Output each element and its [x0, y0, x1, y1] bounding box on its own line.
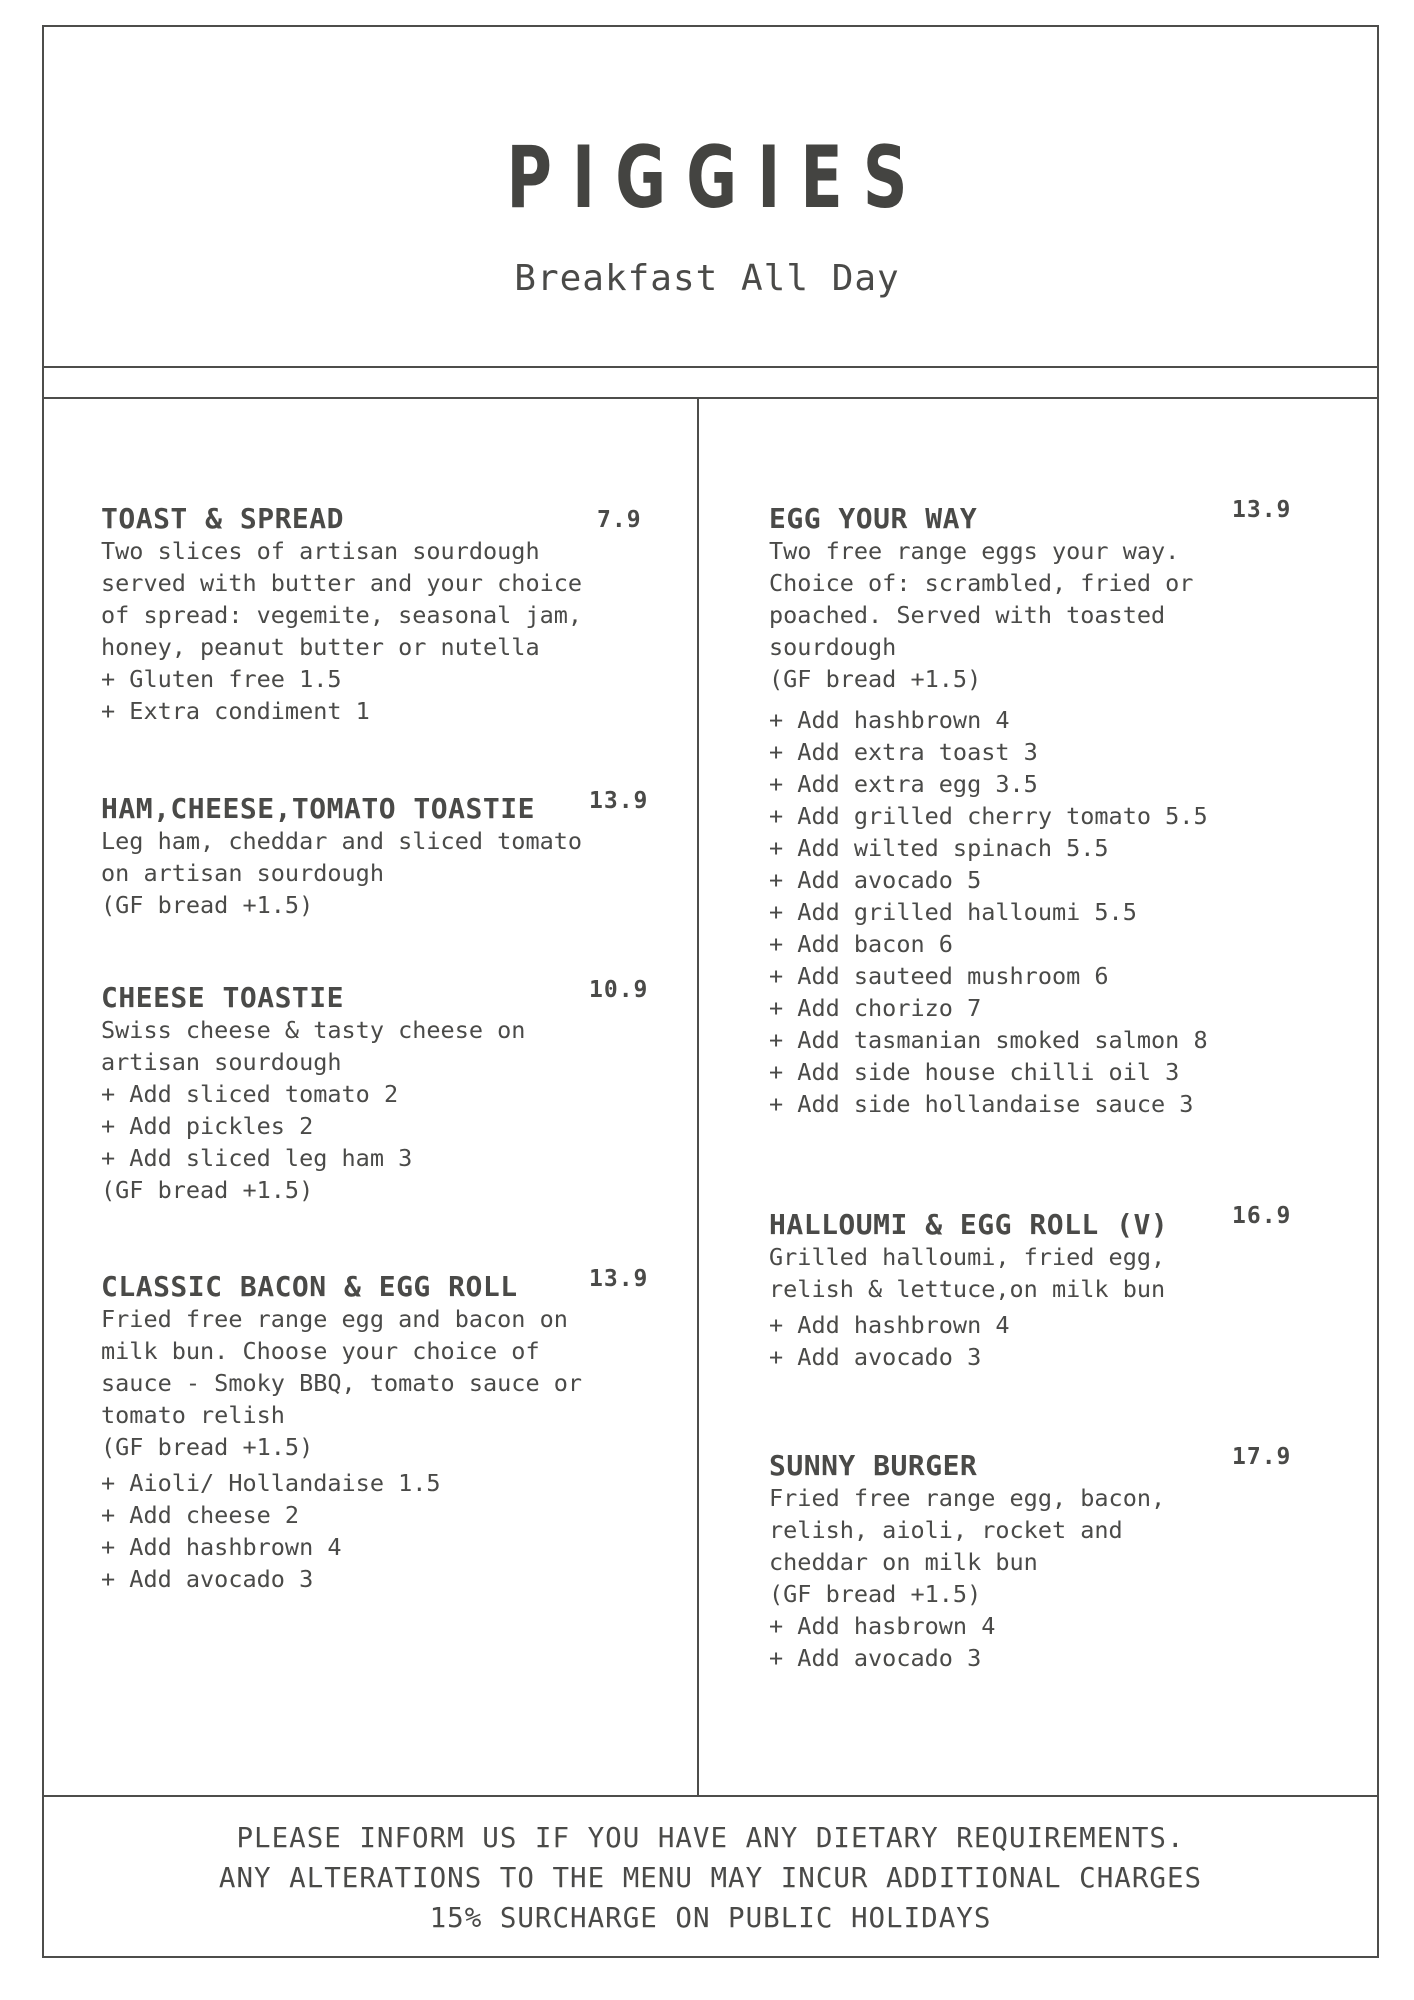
item-price: 10.9: [589, 977, 649, 1003]
addon-line: + Add avocado 5: [769, 866, 982, 894]
addon-line: + Add hashbrown 4: [769, 1311, 1010, 1339]
item-price: 7.9: [597, 507, 642, 533]
menu-item-toast-spread: [101, 502, 661, 727]
item-description: Two free range eggs your way. Choice of: scrambled, fried or poached. Served with toasted sourdough (GF bread +1.5): [769, 537, 1194, 693]
menu-item-classic-bacon-egg-roll: [101, 1266, 661, 1595]
menu-item-ham-cheese-tomato-toastie: [101, 788, 661, 921]
header-divider: [42, 366, 1379, 368]
addon-line: + Add chorizo 7: [769, 994, 982, 1022]
item-price: 13.9: [589, 788, 649, 814]
header-divider-lower: [42, 397, 1379, 399]
addon-line: + Add tasmanian smoked salmon 8: [769, 1026, 1208, 1054]
item-description: Swiss cheese & tasty cheese on artisan sourdough + Add sliced tomato 2 + Add pickles 2 + Add sliced leg ham 3 (GF bread +1.5): [101, 1016, 526, 1204]
addon-line: + Add grilled halloumi 5.5: [769, 898, 1137, 926]
item-title: HALLOUMI & EGG ROLL (V): [769, 1208, 1169, 1241]
item-description: Grilled halloumi, fried egg, relish & lettuce,on milk bun: [769, 1243, 1166, 1303]
addon-line: + Add sauteed mushroom 6: [769, 962, 1109, 990]
item-price: 16.9: [1232, 1203, 1292, 1229]
item-price: 13.9: [1232, 497, 1292, 523]
footer-note-line: PLEASE INFORM US IF YOU HAVE ANY DIETARY REQUIREMENTS.: [236, 1822, 1185, 1854]
addon-line: + Aioli/ Hollandaise 1.5: [101, 1469, 441, 1497]
item-title: SUNNY BURGER: [769, 1449, 978, 1482]
addon-line: + Add hashbrown 4: [101, 1533, 342, 1561]
menu-item-egg-your-way: [769, 497, 1329, 1120]
column-divider: [697, 399, 699, 1797]
item-description: Two slices of artisan sourdough served with butter and your choice of spread: vegemite, seasonal jam, honey, peanut butter or nutella + Gluten free 1.5 + Extra condiment 1: [101, 537, 583, 725]
footer-note-line: 15% SURCHARGE ON PUBLIC HOLIDAYS: [429, 1902, 992, 1934]
item-addons: [769, 1309, 1329, 1373]
item-price: 13.9: [589, 1266, 649, 1292]
menu-item-sunny-burger: [769, 1444, 1329, 1674]
addon-line: + Add avocado 3: [769, 1343, 982, 1371]
item-description: Fried free range egg, bacon, relish, aioli, rocket and cheddar on milk bun (GF bread +1.5) + Add hasbrown 4 + Add avocado 3: [769, 1484, 1166, 1672]
menu-item-cheese-toastie: [101, 977, 661, 1206]
footer-note-line: ANY ALTERATIONS TO THE MENU MAY INCUR ADDITIONAL CHARGES: [218, 1862, 1203, 1894]
item-price: 17.9: [1232, 1444, 1292, 1470]
item-title: HAM,CHEESE,TOMATO TOASTIE: [101, 792, 535, 825]
item-title: CLASSIC BACON & EGG ROLL: [101, 1270, 518, 1303]
item-description: Leg ham, cheddar and sliced tomato on artisan sourdough (GF bread +1.5): [101, 827, 583, 919]
menu-item-halloumi-egg-roll: [769, 1203, 1329, 1373]
addon-line: + Add cheese 2: [101, 1501, 300, 1529]
footer-divider: [42, 1795, 1379, 1797]
item-addons: [769, 704, 1329, 1120]
item-title: TOAST & SPREAD: [101, 502, 345, 535]
addon-line: + Add extra toast 3: [769, 738, 1038, 766]
addon-line: + Add wilted spinach 5.5: [769, 834, 1109, 862]
brand-title: PIGGIES: [506, 128, 928, 228]
addon-line: + Add bacon 6: [769, 930, 953, 958]
item-title: EGG YOUR WAY: [769, 502, 978, 535]
item-title: CHEESE TOASTIE: [101, 981, 345, 1014]
addon-line: + Add side hollandaise sauce 3: [769, 1090, 1194, 1118]
item-description: Fried free range egg and bacon on milk bun. Choose your choice of sauce - Smoky BBQ, tomato sauce or tomato relish (GF bread +1.5): [101, 1305, 583, 1461]
addon-line: + Add side house chilli oil 3: [769, 1058, 1180, 1086]
addon-line: + Add hashbrown 4: [769, 706, 1010, 734]
addon-line: + Add extra egg 3.5: [769, 770, 1038, 798]
item-addons: [101, 1467, 661, 1595]
footer-notes: [42, 1818, 1379, 1938]
brand-tagline: Breakfast All Day: [514, 258, 900, 299]
addon-line: + Add grilled cherry tomato 5.5: [769, 802, 1208, 830]
addon-line: + Add avocado 3: [101, 1565, 314, 1593]
